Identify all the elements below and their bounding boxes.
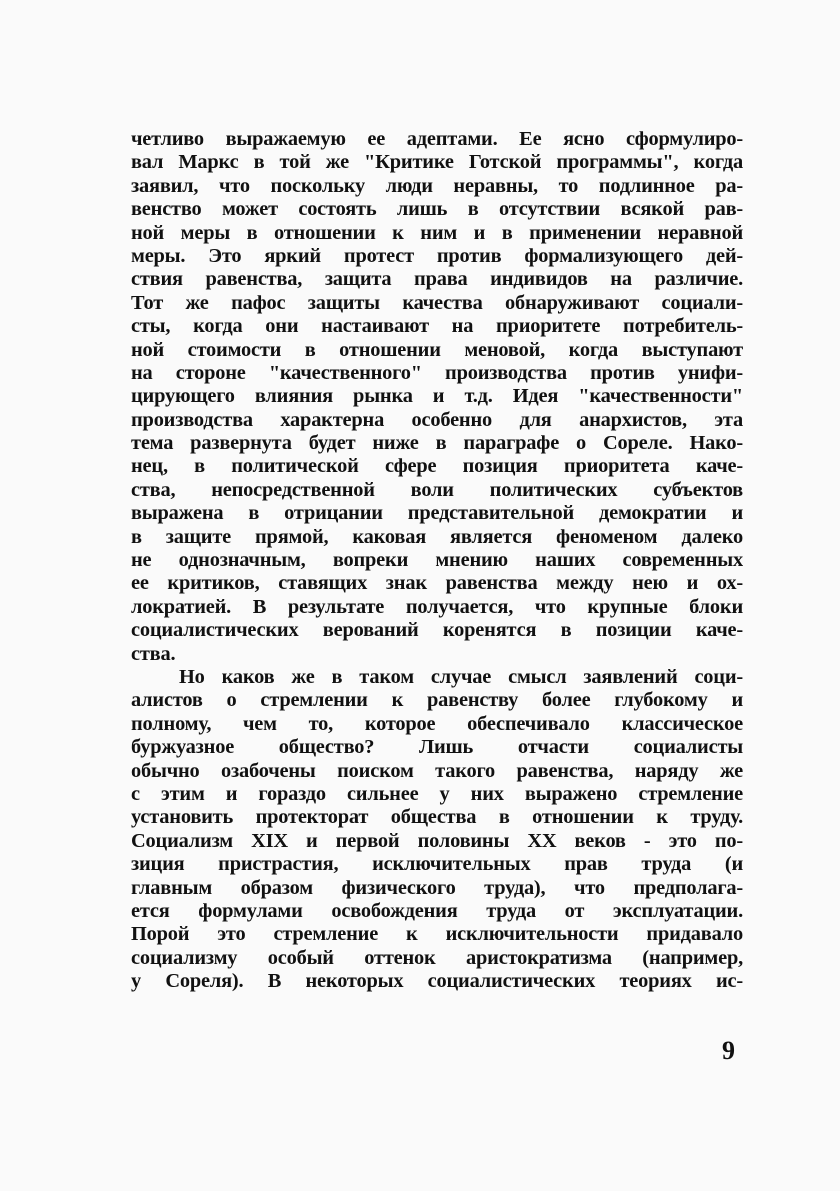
text-line: установить протекторат общества в отношении к труду. <box>131 806 743 829</box>
text-line: Тот же пафос защиты качества обнаруживают социали- <box>131 291 743 314</box>
text-line: лократией. В результате получается, что крупные блоки <box>131 595 743 618</box>
text-line: буржуазное общество? Лишь отчасти социалисты <box>131 736 743 759</box>
paragraph-1 <box>131 128 743 666</box>
text-line: на стороне "качественного" производства против унифи- <box>131 361 743 384</box>
text-line: Социализм XIX и первой половины XX веков - это по- <box>131 829 743 852</box>
text-line: у Сореля). В некоторых социалистических теориях ис- <box>131 970 743 993</box>
text-line: заявил, что поскольку люди неравны, то подлинное ра- <box>131 174 743 197</box>
text-line: полному, чем то, которое обеспечивало классическое <box>131 712 743 735</box>
body-text <box>131 128 743 993</box>
text-line: выражена в отрицании представительной демократии и <box>131 502 743 525</box>
text-line: меры. Это яркий протест против формализующего дей- <box>131 244 743 267</box>
text-line: не однозначным, вопреки мнению наших современных <box>131 549 743 572</box>
text-line: Но каков же в таком случае смысл заявлений соци- <box>179 665 743 688</box>
text-line: ется формулами освобождения труда от эксплуатации. <box>131 899 743 922</box>
text-line: нец, в политической сфере позиция приоритета каче- <box>131 455 743 478</box>
text-line: с этим и гораздо сильнее у них выражено стремление <box>131 782 743 805</box>
text-line: главным образом физического труда), что предполага- <box>131 876 743 899</box>
text-line: ее критиков, ставящих знак равенства между нею и ох- <box>131 572 743 595</box>
text-line: обычно озабочены поиском такого равенства, наряду же <box>131 759 743 782</box>
text-line: Порой это стремление к исключительности придавало <box>131 923 743 946</box>
text-line: вал Маркс в той же "Критике Готской программы", когда <box>131 151 743 174</box>
page-number: 9 <box>722 1036 735 1065</box>
text-line: тема развернута будет ниже в параграфе о Сореле. Нако- <box>131 432 743 455</box>
text-line: социалистических верований коренятся в позиции каче- <box>131 619 743 642</box>
text-line: ства. <box>131 642 176 665</box>
text-line: ной стоимости в отношении меновой, когда выступают <box>131 338 743 361</box>
text-line: сты, когда они настаивают на приоритете потребитель- <box>131 315 743 338</box>
text-line: ства, непосредственной воли политических субъектов <box>131 478 743 501</box>
text-line: четливо выражаемую ее адептами. Ее ясно сформулиро- <box>131 128 743 150</box>
text-line: зиция пристрастия, исключительных прав труда (и <box>131 853 743 876</box>
text-line: ствия равенства, защита права индивидов на различие. <box>131 268 743 291</box>
text-line: венство может состоять лишь в отсутствии всякой рав- <box>131 198 743 221</box>
text-line: алистов о стремлении к равенству более глубокому и <box>131 689 743 712</box>
paragraph-2 <box>131 666 743 993</box>
text-line: в защите прямой, каковая является феноменом далеко <box>131 525 743 548</box>
text-line: социализму особый оттенок аристократизма (например, <box>131 946 743 969</box>
text-line: ной меры в отношении к ним и в применении неравной <box>131 221 743 244</box>
text-line: цирующего влияния рынка и т.д. Идея "качественности" <box>131 385 743 408</box>
text-line: производства характерна особенно для анархистов, эта <box>131 408 743 431</box>
